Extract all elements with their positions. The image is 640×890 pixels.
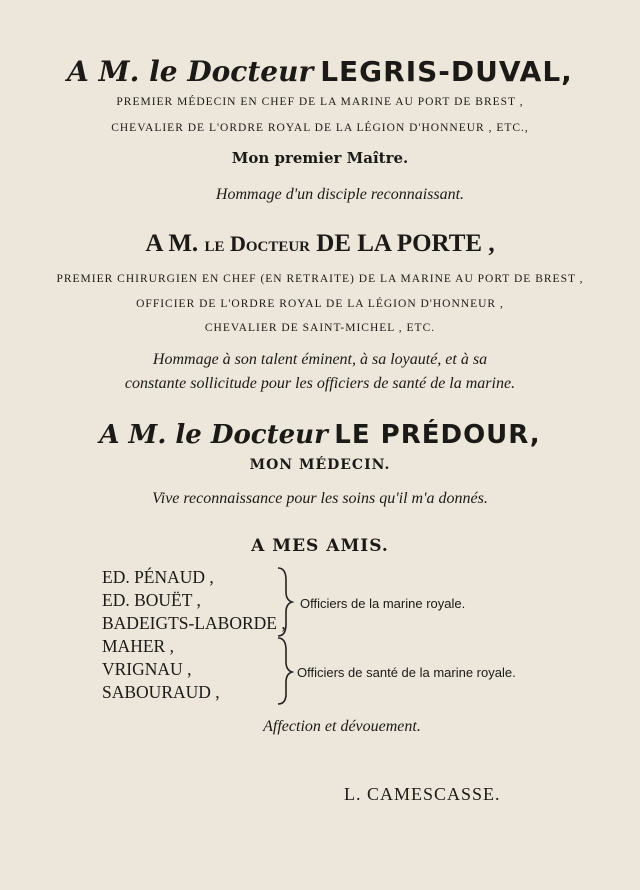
dedication-3-salutation: A M. le Docteur [99,420,328,450]
dedication-3-homage: Vive reconnaissance pour les soins qu'il m'a donnés. [152,490,488,507]
dedication-1-name: LEGRIS-DUVAL, [320,55,573,88]
dedication-1-homage: Hommage d'un disciple reconnaissant. [215,186,465,203]
dedication-1-line-3: Mon premier Maître. [231,149,409,167]
dedication-3-name: LE PRÉDOUR, [334,420,541,450]
dedication-1-line-2: CHEVALIER DE L'ORDRE ROYAL DE LA LÉGION D'HONNEUR , ETC., [111,122,529,134]
brace-1-icon [278,568,292,636]
group-1-role: Officiers de la marine royale. [300,596,466,611]
dedication-1-line-1: PREMIER MÉDECIN EN CHEF DE LA MARINE AU PORT DE BREST , [116,96,524,108]
group-brace-icons [270,566,300,706]
dedication-2-salutation-a: A M. [145,230,199,257]
dedication-1-salutation: A M. le Docteur [67,55,314,88]
dedication-2-salutation-b: le Docteur [204,231,311,256]
dedication-2-heading [0,230,640,258]
dedication-2-homage-1: Hommage à son talent éminent, à sa loyauté, et à sa [152,351,488,368]
dedication-3-line-1: MON MÉDECIN. [249,457,391,473]
friend-name: ED. PÉNAUD , [102,567,214,587]
dedication-2-line-3: CHEVALIER DE SAINT-MICHEL , ETC. [204,322,436,334]
dedication-1-heading [0,55,640,89]
dedication-2-line-1: PREMIER CHIRURGIEN EN CHEF (EN RETRAITE) DE LA MARINE AU PORT DE BREST , [56,273,584,285]
signature: L. CAMESCASSE. [344,784,501,804]
friend-name: VRIGNAU , [102,659,192,679]
dedication-2-line-2: OFFICIER DE L'ORDRE ROYAL DE LA LÉGION D'HONNEUR , [136,298,504,310]
friend-name: MAHER , [102,636,174,656]
friend-name: BADEIGTS-LABORDE , [102,613,286,633]
group-2-role: Officiers de santé de la marine royale. [297,665,516,680]
friends-list [102,566,286,704]
dedication-2-homage-2: constante sollicitude pour les officiers de santé de la marine. [124,375,516,392]
friend-name: SABOURAUD , [102,682,220,702]
brace-2-icon [278,638,292,704]
friend-name: ED. BOUËT , [102,590,201,610]
dedication-3-heading [0,420,640,450]
dedication-2-name: DE LA PORTE , [316,230,495,257]
friends-closing: Affection et dévouement. [263,718,421,735]
friends-heading: A MES AMIS. [251,536,389,556]
